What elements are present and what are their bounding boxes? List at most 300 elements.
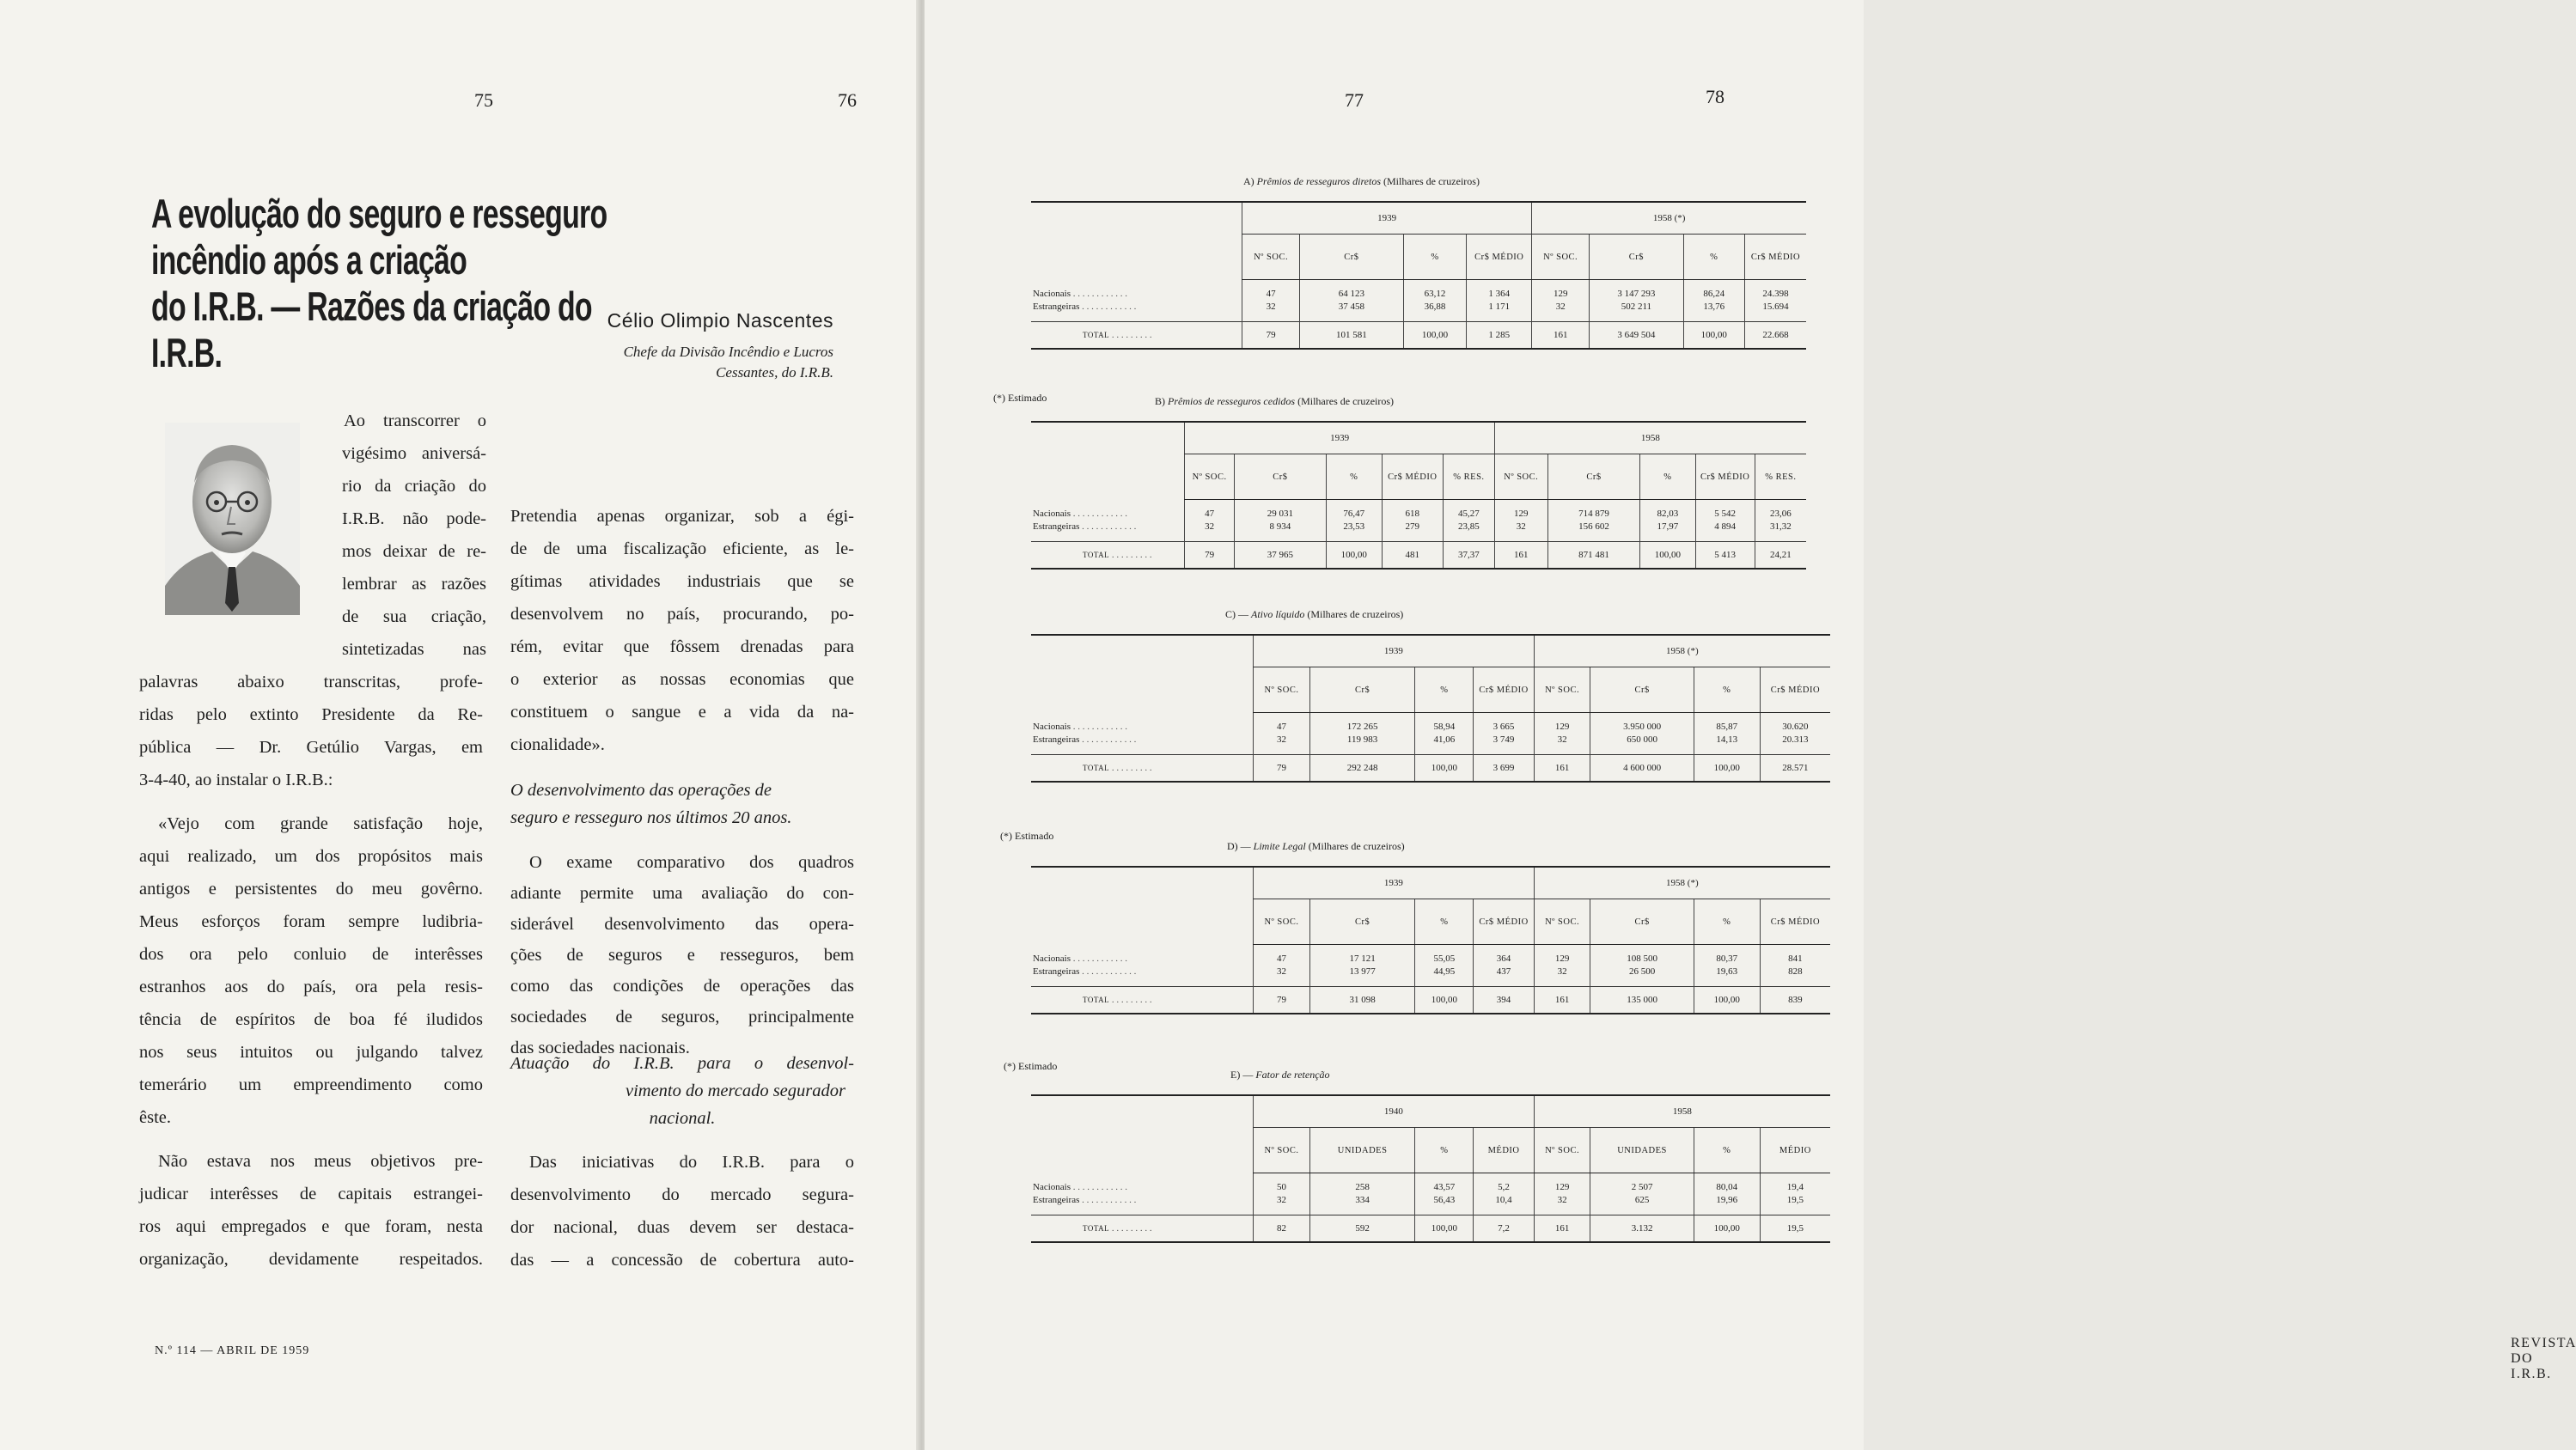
intro-line: sintetizadas nas <box>342 640 486 659</box>
data-cell: 55,05 <box>1415 945 1474 966</box>
total-cell: 161 <box>1534 987 1590 1014</box>
table-caption-prefix: C) — <box>1225 608 1251 620</box>
column-header: Cr$ MÉDIO <box>1760 899 1830 945</box>
year-header: 1958 <box>1534 1095 1830 1128</box>
dot-leader: . . . . . . . . . . . . <box>1079 521 1137 532</box>
text-line: sociedades de seguros, principalmente <box>510 1008 854 1027</box>
data-cell: 13,76 <box>1683 301 1744 322</box>
text-line: pública — Dr. Getúlio Vargas, em <box>139 738 483 757</box>
data-cell: 24.398 <box>1745 280 1807 302</box>
dot-leader: . . . . . . . . . . . . <box>1070 953 1127 964</box>
total-label-cell <box>1031 1215 1254 1243</box>
column-header: % <box>1683 235 1744 280</box>
dot-leader: . . . . . . . . . . . . <box>1079 302 1137 312</box>
data-cell: 129 <box>1532 280 1590 302</box>
data-cell: 32 <box>1532 301 1590 322</box>
table-footnote: (*) Estimado <box>1004 1060 1058 1072</box>
table-caption-unit: (Milhares de cruzeiros) <box>1383 175 1480 187</box>
table-stub <box>1031 454 1185 500</box>
data-cell: 56,43 <box>1415 1194 1474 1215</box>
data-cell: 841 <box>1760 945 1830 966</box>
quote-line: dos ora pelo conluio de interêsses <box>139 945 483 964</box>
data-cell: 10,4 <box>1474 1194 1534 1215</box>
data-cell: 3.950 000 <box>1590 713 1694 734</box>
table-row <box>1031 301 1806 322</box>
row-label: Nacionais <box>1033 1182 1071 1192</box>
data-cell: 108 500 <box>1590 945 1694 966</box>
column-header: Cr$ MÉDIO <box>1382 454 1444 500</box>
data-cell: 64 123 <box>1300 280 1404 302</box>
total-cell: 839 <box>1760 987 1830 1014</box>
table-caption-unit: (Milhares de cruzeiros) <box>1307 608 1404 620</box>
quote-line: estranhos aos do país, ora pela resis- <box>139 978 483 996</box>
column-header: Cr$ MÉDIO <box>1474 899 1534 945</box>
column-header: UNIDADES <box>1309 1128 1414 1173</box>
total-cell: 100,00 <box>1415 755 1474 783</box>
data-cell: 5,2 <box>1474 1173 1534 1195</box>
dot-leader: . . . . . . . . . <box>1109 549 1152 560</box>
data-cell: 47 <box>1242 280 1300 302</box>
quote-line: «Vejo com grande satisfação hoje, <box>158 814 483 833</box>
data-cell: 650 000 <box>1590 734 1694 755</box>
text-line: palavras abaixo transcritas, profe- <box>139 673 483 691</box>
statistics-table <box>1031 1094 1830 1243</box>
total-cell: 100,00 <box>1683 322 1744 350</box>
data-cell: 20.313 <box>1760 734 1830 755</box>
left-page-spread <box>0 0 921 1450</box>
data-cell: 32 <box>1534 734 1590 755</box>
data-cell: 58,94 <box>1415 713 1474 734</box>
data-cell: 80,37 <box>1694 945 1760 966</box>
data-cell: 279 <box>1382 521 1444 542</box>
total-cell: 100,00 <box>1415 987 1474 1014</box>
table-row <box>1031 280 1806 302</box>
quote-line: aqui realizado, um dos propósitos mais <box>139 847 483 866</box>
dot-leader: . . . . . . . . . . . . <box>1070 722 1127 732</box>
table-stub <box>1031 1095 1254 1128</box>
data-cell: 129 <box>1534 945 1590 966</box>
table-total-row <box>1031 542 1806 570</box>
data-cell: 32 <box>1494 521 1547 542</box>
text-line: 3-4-40, ao instalar o I.R.B.: <box>139 771 333 789</box>
row-label: Nacionais <box>1033 509 1071 519</box>
data-cell: 23,85 <box>1444 521 1495 542</box>
total-cell: 161 <box>1494 542 1547 570</box>
intro-paragraph-rest <box>139 666 483 796</box>
year-header: 1958 <box>1494 422 1806 454</box>
year-header: 1958 (*) <box>1534 635 1830 667</box>
dot-leader: . . . . . . . . . . . . <box>1079 966 1137 977</box>
table-row <box>1031 734 1830 755</box>
data-cell: 129 <box>1534 1173 1590 1195</box>
total-label-cell <box>1031 322 1242 350</box>
dot-leader: . . . . . . . . . . . . <box>1070 289 1127 299</box>
row-label-cell <box>1031 280 1242 302</box>
column-header: % <box>1694 667 1760 713</box>
column-header: Cr$ <box>1547 454 1639 500</box>
data-cell: 19,5 <box>1760 1194 1830 1215</box>
table-total-row <box>1031 322 1806 350</box>
data-cell: 85,87 <box>1694 713 1760 734</box>
statistics-table <box>1031 866 1830 1014</box>
text-line: constituem o sangue e a vida da na- <box>510 703 854 722</box>
table-caption-prefix: D) — <box>1227 840 1254 852</box>
table-stub <box>1031 235 1242 280</box>
total-cell: 161 <box>1534 1215 1590 1243</box>
total-cell: 100,00 <box>1327 542 1382 570</box>
data-cell: 3 147 293 <box>1590 280 1683 302</box>
data-cell: 129 <box>1494 500 1547 521</box>
affiliation-line-2: Cessantes, do I.R.B. <box>716 364 833 381</box>
page-number-76: 76 <box>838 89 857 111</box>
total-label-cell <box>1031 542 1185 570</box>
data-cell: 625 <box>1590 1194 1694 1215</box>
data-cell: 334 <box>1309 1194 1414 1215</box>
row-label-cell <box>1031 1194 1254 1215</box>
table-caption-title: Ativo líquido <box>1251 608 1305 620</box>
total-label: TOTAL <box>1083 1223 1110 1233</box>
table-caption-prefix: B) <box>1155 395 1168 407</box>
data-cell: 32 <box>1254 1194 1310 1215</box>
total-cell: 100,00 <box>1640 542 1695 570</box>
total-label: TOTAL <box>1083 330 1110 339</box>
quote-line: ros aqui empregados e que foram, nesta <box>139 1217 483 1236</box>
intro-line: lembrar as razões <box>342 575 486 594</box>
quote-line: êste. <box>139 1108 171 1127</box>
data-cell: 63,12 <box>1403 280 1467 302</box>
data-cell: 364 <box>1474 945 1534 966</box>
table-footnote: (*) Estimado <box>993 392 1047 404</box>
total-cell: 5 413 <box>1695 542 1755 570</box>
data-cell: 3 749 <box>1474 734 1534 755</box>
text-line: gítimas atividades industriais que se <box>510 572 854 591</box>
total-cell: 100,00 <box>1694 755 1760 783</box>
data-cell: 4 894 <box>1695 521 1755 542</box>
text-line: como das condições de operações das <box>510 977 854 996</box>
exame-paragraph <box>510 847 854 1063</box>
text-line: rém, evitar que fôssem drenadas para <box>510 637 854 656</box>
total-cell: 79 <box>1242 322 1300 350</box>
dot-leader: . . . . . . . . . . . . <box>1070 1182 1127 1192</box>
text-line: das — a concessão de cobertura auto- <box>510 1251 854 1270</box>
total-cell: 82 <box>1254 1215 1310 1243</box>
data-cell: 828 <box>1760 966 1830 987</box>
total-label: TOTAL <box>1083 550 1110 559</box>
page-number-75: 75 <box>474 89 493 111</box>
total-cell: 22.668 <box>1745 322 1807 350</box>
table-caption-title: Fator de retenção <box>1255 1069 1330 1081</box>
row-label-cell <box>1031 734 1254 755</box>
text-line: Das iniciativas do I.R.B. para o <box>529 1153 854 1172</box>
data-cell: 17 121 <box>1309 945 1414 966</box>
heading-line: O desenvolvimento das operações de <box>510 781 772 800</box>
right-page-spread <box>925 0 2576 1450</box>
text-line: cionalidade». <box>510 735 605 754</box>
row-label-cell <box>1031 521 1185 542</box>
total-cell: 481 <box>1382 542 1444 570</box>
data-cell: 23,06 <box>1755 500 1806 521</box>
column-header: Nº SOC. <box>1534 667 1590 713</box>
table-caption-title: Prêmios de resseguros diretos <box>1256 175 1381 187</box>
table-row <box>1031 500 1806 521</box>
column-header: % RES. <box>1755 454 1806 500</box>
data-cell: 47 <box>1185 500 1234 521</box>
row-label: Nacionais <box>1033 953 1071 964</box>
total-cell: 161 <box>1534 755 1590 783</box>
table-row <box>1031 966 1830 987</box>
data-cell: 32 <box>1254 966 1310 987</box>
column-header: Cr$ <box>1590 667 1694 713</box>
data-cell: 714 879 <box>1547 500 1639 521</box>
data-cell: 82,03 <box>1640 500 1695 521</box>
data-cell: 13 977 <box>1309 966 1414 987</box>
total-label: TOTAL <box>1083 763 1110 772</box>
column-header: Cr$ MÉDIO <box>1474 667 1534 713</box>
intro-line: vigésimo aniversá- <box>342 444 486 463</box>
table-caption-title: Prêmios de resseguros cedidos <box>1168 395 1296 407</box>
column-header: Cr$ <box>1590 235 1683 280</box>
column-header: Nº SOC. <box>1185 454 1234 500</box>
total-cell: 24,21 <box>1755 542 1806 570</box>
quote-line: temerário um empreendimento como <box>139 1075 483 1094</box>
data-cell: 1 171 <box>1467 301 1532 322</box>
iniciativas-paragraph <box>510 1146 854 1276</box>
dot-leader: . . . . . . . . . <box>1109 994 1152 1005</box>
column-header: % <box>1415 899 1474 945</box>
quote-continuation <box>510 500 854 761</box>
table-stub <box>1031 867 1254 899</box>
author-affiliation <box>481 342 833 383</box>
year-header: 1958 (*) <box>1532 202 1806 235</box>
table-footnote: (*) Estimado <box>1000 830 1054 842</box>
section-heading-atuacao <box>510 1050 854 1132</box>
data-cell: 1 364 <box>1467 280 1532 302</box>
year-header: 1939 <box>1254 635 1535 667</box>
table-stub <box>1031 422 1185 454</box>
column-header: % <box>1694 899 1760 945</box>
total-label-cell <box>1031 755 1254 783</box>
text-line: dor nacional, duas devem ser destaca- <box>510 1218 854 1237</box>
table-row <box>1031 1194 1830 1215</box>
data-cell: 8 934 <box>1234 521 1326 542</box>
column-header: Cr$ MÉDIO <box>1695 454 1755 500</box>
data-cell: 32 <box>1534 1194 1590 1215</box>
heading-line: seguro e resseguro nos últimos 20 anos. <box>510 808 792 827</box>
table-row <box>1031 713 1830 734</box>
table-total-row <box>1031 755 1830 783</box>
intro-line: rio da criação do <box>342 477 486 496</box>
total-cell: 4 600 000 <box>1590 755 1694 783</box>
data-cell: 172 265 <box>1309 713 1414 734</box>
text-line: ções de seguros e resseguros, bem <box>510 946 854 965</box>
column-header: % RES. <box>1444 454 1495 500</box>
dot-leader: . . . . . . . . . <box>1109 762 1152 773</box>
column-header: % <box>1415 667 1474 713</box>
data-cell: 437 <box>1474 966 1534 987</box>
intro-line: de sua criação, <box>342 607 486 626</box>
page-number-77: 77 <box>1345 89 1364 111</box>
text-line: siderável desenvolvimento das opera- <box>510 915 854 934</box>
row-label: Estrangeiras <box>1033 734 1080 745</box>
data-cell: 156 602 <box>1547 521 1639 542</box>
row-label-cell <box>1031 500 1185 521</box>
column-header: UNIDADES <box>1590 1128 1694 1173</box>
vargas-quote-paragraph-1 <box>139 807 483 1134</box>
total-cell: 871 481 <box>1547 542 1639 570</box>
data-cell: 5 542 <box>1695 500 1755 521</box>
table-caption-prefix: E) — <box>1230 1069 1256 1081</box>
quote-line: antigos e persistentes do meu govêrno. <box>139 880 483 899</box>
data-cell: 26 500 <box>1590 966 1694 987</box>
total-cell: 292 248 <box>1309 755 1414 783</box>
column-header: Cr$ <box>1300 235 1404 280</box>
year-header: 1939 <box>1254 867 1535 899</box>
column-header: MÉDIO <box>1474 1128 1534 1173</box>
row-label-cell <box>1031 301 1242 322</box>
total-cell: 3 699 <box>1474 755 1534 783</box>
table-caption <box>1230 1069 1330 1081</box>
total-cell: 394 <box>1474 987 1534 1014</box>
data-cell: 14,13 <box>1694 734 1760 755</box>
quote-line: judicar interêsses de capitais estrangei- <box>139 1185 483 1203</box>
data-cell: 19,4 <box>1760 1173 1830 1195</box>
table-caption <box>1155 395 1394 408</box>
column-header: Nº SOC. <box>1534 1128 1590 1173</box>
table-stub <box>1031 202 1242 235</box>
data-cell: 47 <box>1254 713 1310 734</box>
page-number-78: 78 <box>1706 86 1724 107</box>
intro-line: I.R.B. não pode- <box>342 509 486 528</box>
total-cell: 100,00 <box>1415 1215 1474 1243</box>
row-label-cell <box>1031 713 1254 734</box>
text-line: O exame comparativo dos quadros <box>529 853 854 872</box>
data-cell: 45,27 <box>1444 500 1495 521</box>
year-header: 1940 <box>1254 1095 1535 1128</box>
data-cell: 36,88 <box>1403 301 1467 322</box>
column-header: % <box>1694 1128 1760 1173</box>
total-cell: 37 965 <box>1234 542 1326 570</box>
total-cell: 161 <box>1532 322 1590 350</box>
column-header: Cr$ MÉDIO <box>1760 667 1830 713</box>
total-cell: 101 581 <box>1300 322 1404 350</box>
column-header: Cr$ <box>1309 667 1414 713</box>
data-cell: 43,57 <box>1415 1173 1474 1195</box>
data-cell: 3 665 <box>1474 713 1534 734</box>
quote-line: tência de espíritos de boa fé iludidos <box>139 1010 483 1029</box>
total-cell: 3.132 <box>1590 1215 1694 1243</box>
vargas-quote-paragraph-2 <box>139 1145 483 1276</box>
dot-leader: . . . . . . . . . . . . <box>1070 509 1127 519</box>
column-header: % <box>1327 454 1382 500</box>
table-stub <box>1031 635 1254 667</box>
data-cell: 502 211 <box>1590 301 1683 322</box>
row-label: Estrangeiras <box>1033 1195 1080 1205</box>
total-label-cell <box>1031 987 1254 1014</box>
statistics-table <box>1031 634 1830 783</box>
table-stub <box>1031 667 1254 713</box>
data-cell: 19,96 <box>1694 1194 1760 1215</box>
total-cell: 1 285 <box>1467 322 1532 350</box>
text-line: adiante permite uma avaliação do con- <box>510 884 854 903</box>
dot-leader: . . . . . . . . . . . . <box>1079 734 1137 745</box>
issue-footer: N.º 114 — ABRIL DE 1959 <box>155 1344 310 1357</box>
data-cell: 86,24 <box>1683 280 1744 302</box>
data-cell: 32 <box>1185 521 1234 542</box>
table-row <box>1031 945 1830 966</box>
data-cell: 32 <box>1534 966 1590 987</box>
data-cell: 76,47 <box>1327 500 1382 521</box>
table-caption <box>1227 840 1405 853</box>
data-cell: 80,04 <box>1694 1173 1760 1195</box>
text-line: desenvolvem no país, procurando, po- <box>510 605 854 624</box>
column-header: Nº SOC. <box>1254 1128 1310 1173</box>
total-cell: 592 <box>1309 1215 1414 1243</box>
data-cell: 30.620 <box>1760 713 1830 734</box>
column-header: Nº SOC. <box>1242 235 1300 280</box>
column-header: Nº SOC. <box>1254 899 1310 945</box>
column-header: % <box>1640 454 1695 500</box>
section-heading-desenvolvimento <box>510 777 854 832</box>
intro-line: mos deixar de re- <box>342 542 486 561</box>
row-label-cell <box>1031 1173 1254 1195</box>
column-header: Nº SOC. <box>1532 235 1590 280</box>
table-caption <box>1225 608 1403 621</box>
data-cell: 2 507 <box>1590 1173 1694 1195</box>
text-line: desenvolvimento do mercado segura- <box>510 1185 854 1204</box>
data-cell: 32 <box>1242 301 1300 322</box>
statistics-table <box>1031 421 1806 570</box>
intro-line: Ao transcorrer o <box>344 411 486 430</box>
heading-line: nacional. <box>649 1109 716 1128</box>
column-header: MÉDIO <box>1760 1128 1830 1173</box>
data-cell: 50 <box>1254 1173 1310 1195</box>
text-line: Pretendia apenas organizar, sob a égi- <box>510 507 854 526</box>
data-cell: 41,06 <box>1415 734 1474 755</box>
table-caption <box>1243 175 1480 188</box>
total-cell: 100,00 <box>1694 987 1760 1014</box>
data-cell: 29 031 <box>1234 500 1326 521</box>
text-line: o exterior as nossas economias que <box>510 670 854 689</box>
wrapped-intro-lines <box>342 405 486 666</box>
data-cell: 17,97 <box>1640 521 1695 542</box>
total-cell: 79 <box>1254 987 1310 1014</box>
total-cell: 19,5 <box>1760 1215 1830 1243</box>
table-caption-title: Limite Legal <box>1253 840 1306 852</box>
text-line: de de uma fiscalização eficiente, as le- <box>510 539 854 558</box>
column-header: Cr$ <box>1309 899 1414 945</box>
data-cell: 258 <box>1309 1173 1414 1195</box>
data-cell: 37 458 <box>1300 301 1404 322</box>
data-cell: 15.694 <box>1745 301 1807 322</box>
data-cell: 47 <box>1254 945 1310 966</box>
quote-line: organização, devidamente respeitados. <box>139 1250 483 1269</box>
column-header: Nº SOC. <box>1534 899 1590 945</box>
row-label: Estrangeiras <box>1033 966 1080 977</box>
journal-footer: REVISTA DO I.R.B. <box>2511 1336 2576 1381</box>
quote-line: Meus esforços foram sempre ludibria- <box>139 912 483 931</box>
column-header: Cr$ MÉDIO <box>1467 235 1532 280</box>
table-stub <box>1031 899 1254 945</box>
heading-line: vimento do mercado segurador <box>625 1081 845 1100</box>
data-cell: 31,32 <box>1755 521 1806 542</box>
column-header: Cr$ <box>1590 899 1694 945</box>
table-row <box>1031 1173 1830 1195</box>
table-total-row <box>1031 1215 1830 1243</box>
data-cell: 618 <box>1382 500 1444 521</box>
data-cell: 32 <box>1254 734 1310 755</box>
data-cell: 129 <box>1534 713 1590 734</box>
column-header: % <box>1415 1128 1474 1173</box>
